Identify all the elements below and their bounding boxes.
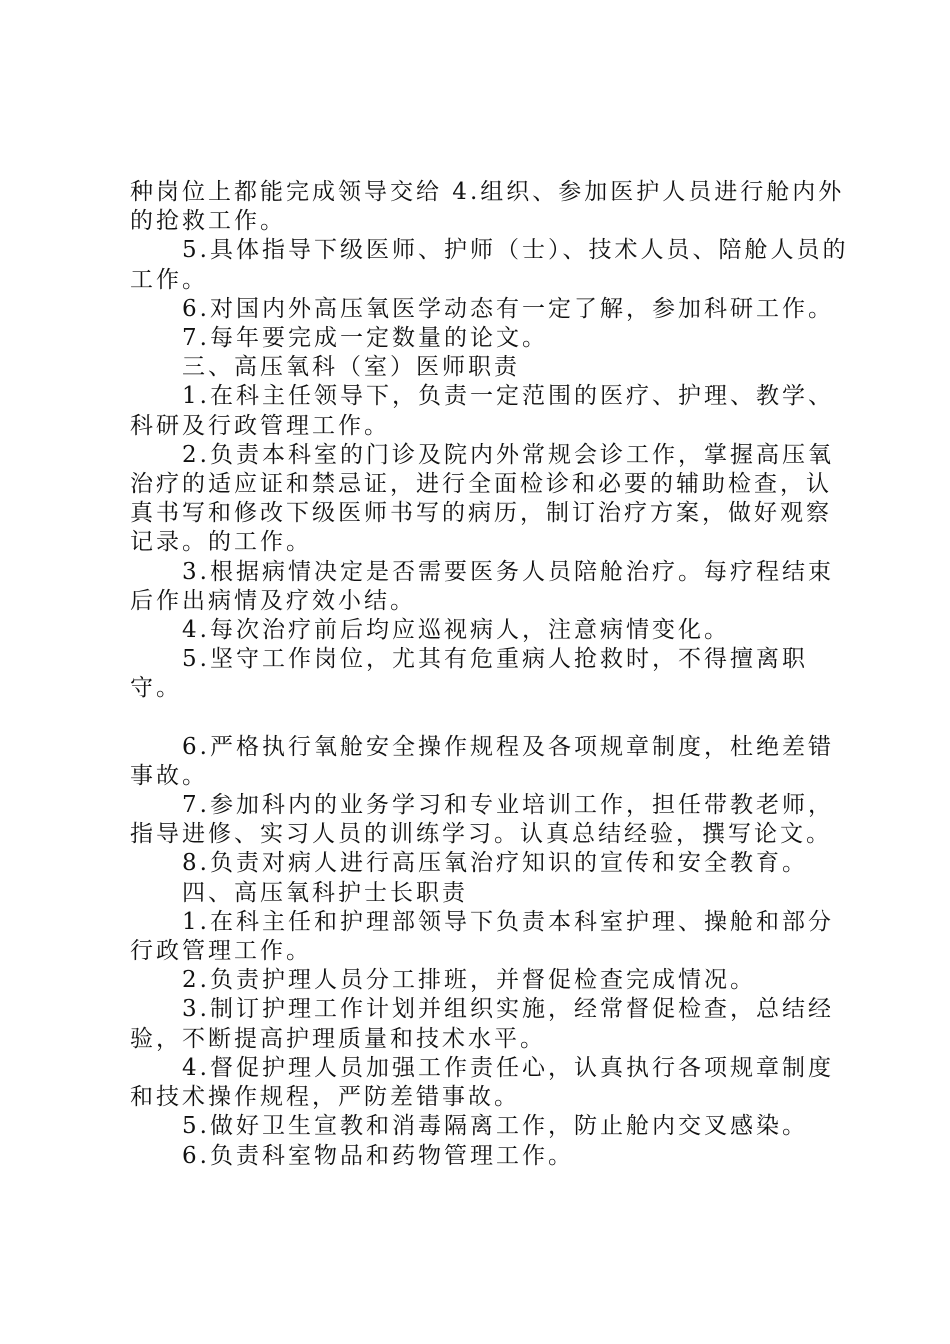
section-heading-head-nurse-duties: 四、高压氧科护士长职责	[182, 879, 468, 906]
paragraph-nurse-item-3: 3.制订护理工作计划并组织实施，经常督促检查，总结经验，不断提高护理质量和技术水平。	[130, 996, 834, 1052]
section-heading-physician-duties: 三、高压氧科（室）医师职责	[182, 354, 520, 381]
paragraph-continuation: 种岗位上都能完成领导交给 4.组织、参加医护人员进行舱内外的抢救工作。	[130, 179, 845, 235]
paragraph-physician-item-3: 3.根据病情决定是否需要医务人员陪舱治疗。每疗程结束后作出病情及疗效小结。	[130, 558, 834, 614]
paragraph-physician-item-6: 6.严格执行氧舱安全操作规程及各项规章制度，杜绝差错事故。	[130, 733, 834, 789]
paragraph-item-7-papers: 7.每年要完成一定数量的论文。	[182, 325, 548, 352]
paragraph-physician-item-5: 5.坚守工作岗位，尤其有危重病人抢救时，不得擅离职守。	[130, 646, 808, 702]
paragraph-physician-item-7: 7.参加科内的业务学习和专业培训工作，担任带教老师，指导进修、实习人员的训练学习。认真总结经验，撰写论文。	[130, 792, 834, 848]
paragraph-physician-item-1: 1.在科主任领导下，负责一定范围的医疗、护理、教学、科研及行政管理工作。	[130, 383, 834, 439]
paragraph-nurse-item-1: 1.在科主任和护理部领导下负责本科室护理、操舱和部分行政管理工作。	[130, 908, 834, 965]
paragraph-nurse-item-2: 2.负责护理人员分工排班，并督促检查完成情况。	[182, 967, 756, 994]
paragraph-nurse-item-5: 5.做好卫生宣教和消毒隔离工作，防止舱内交叉感染。	[182, 1113, 808, 1140]
document-body	[130, 178, 850, 1171]
paragraph-nurse-item-6: 6.负责科室物品和药物管理工作。	[182, 1142, 574, 1169]
paragraph-nurse-item-4: 4.督促护理人员加强工作责任心，认真执行各项规章制度和技术操作规程，严防差错事故。	[130, 1054, 834, 1111]
paragraph-physician-item-8: 8.负责对病人进行高压氧治疗知识的宣传和安全教育。	[182, 850, 808, 877]
paragraph-physician-item-2: 2.负责本科室的门诊及院内外常规会诊工作，掌握高压氧治疗的适应证和禁忌证，进行全面检诊和必要的辅助检查，认真书写和修改下级医师书写的病历，制订治疗方案，做好观察记录。的工作。	[130, 441, 834, 556]
blank-line	[130, 704, 850, 733]
paragraph-item-6-research: 6.对国内外高压氧医学动态有一定了解，参加科研工作。	[182, 295, 834, 322]
paragraph-item-5-guide: 5.具体指导下级医师、护师（士）、技术人员、陪舱人员的工作。	[130, 237, 849, 293]
paragraph-physician-item-4: 4.每次治疗前后均应巡视病人，注意病情变化。	[182, 617, 730, 644]
